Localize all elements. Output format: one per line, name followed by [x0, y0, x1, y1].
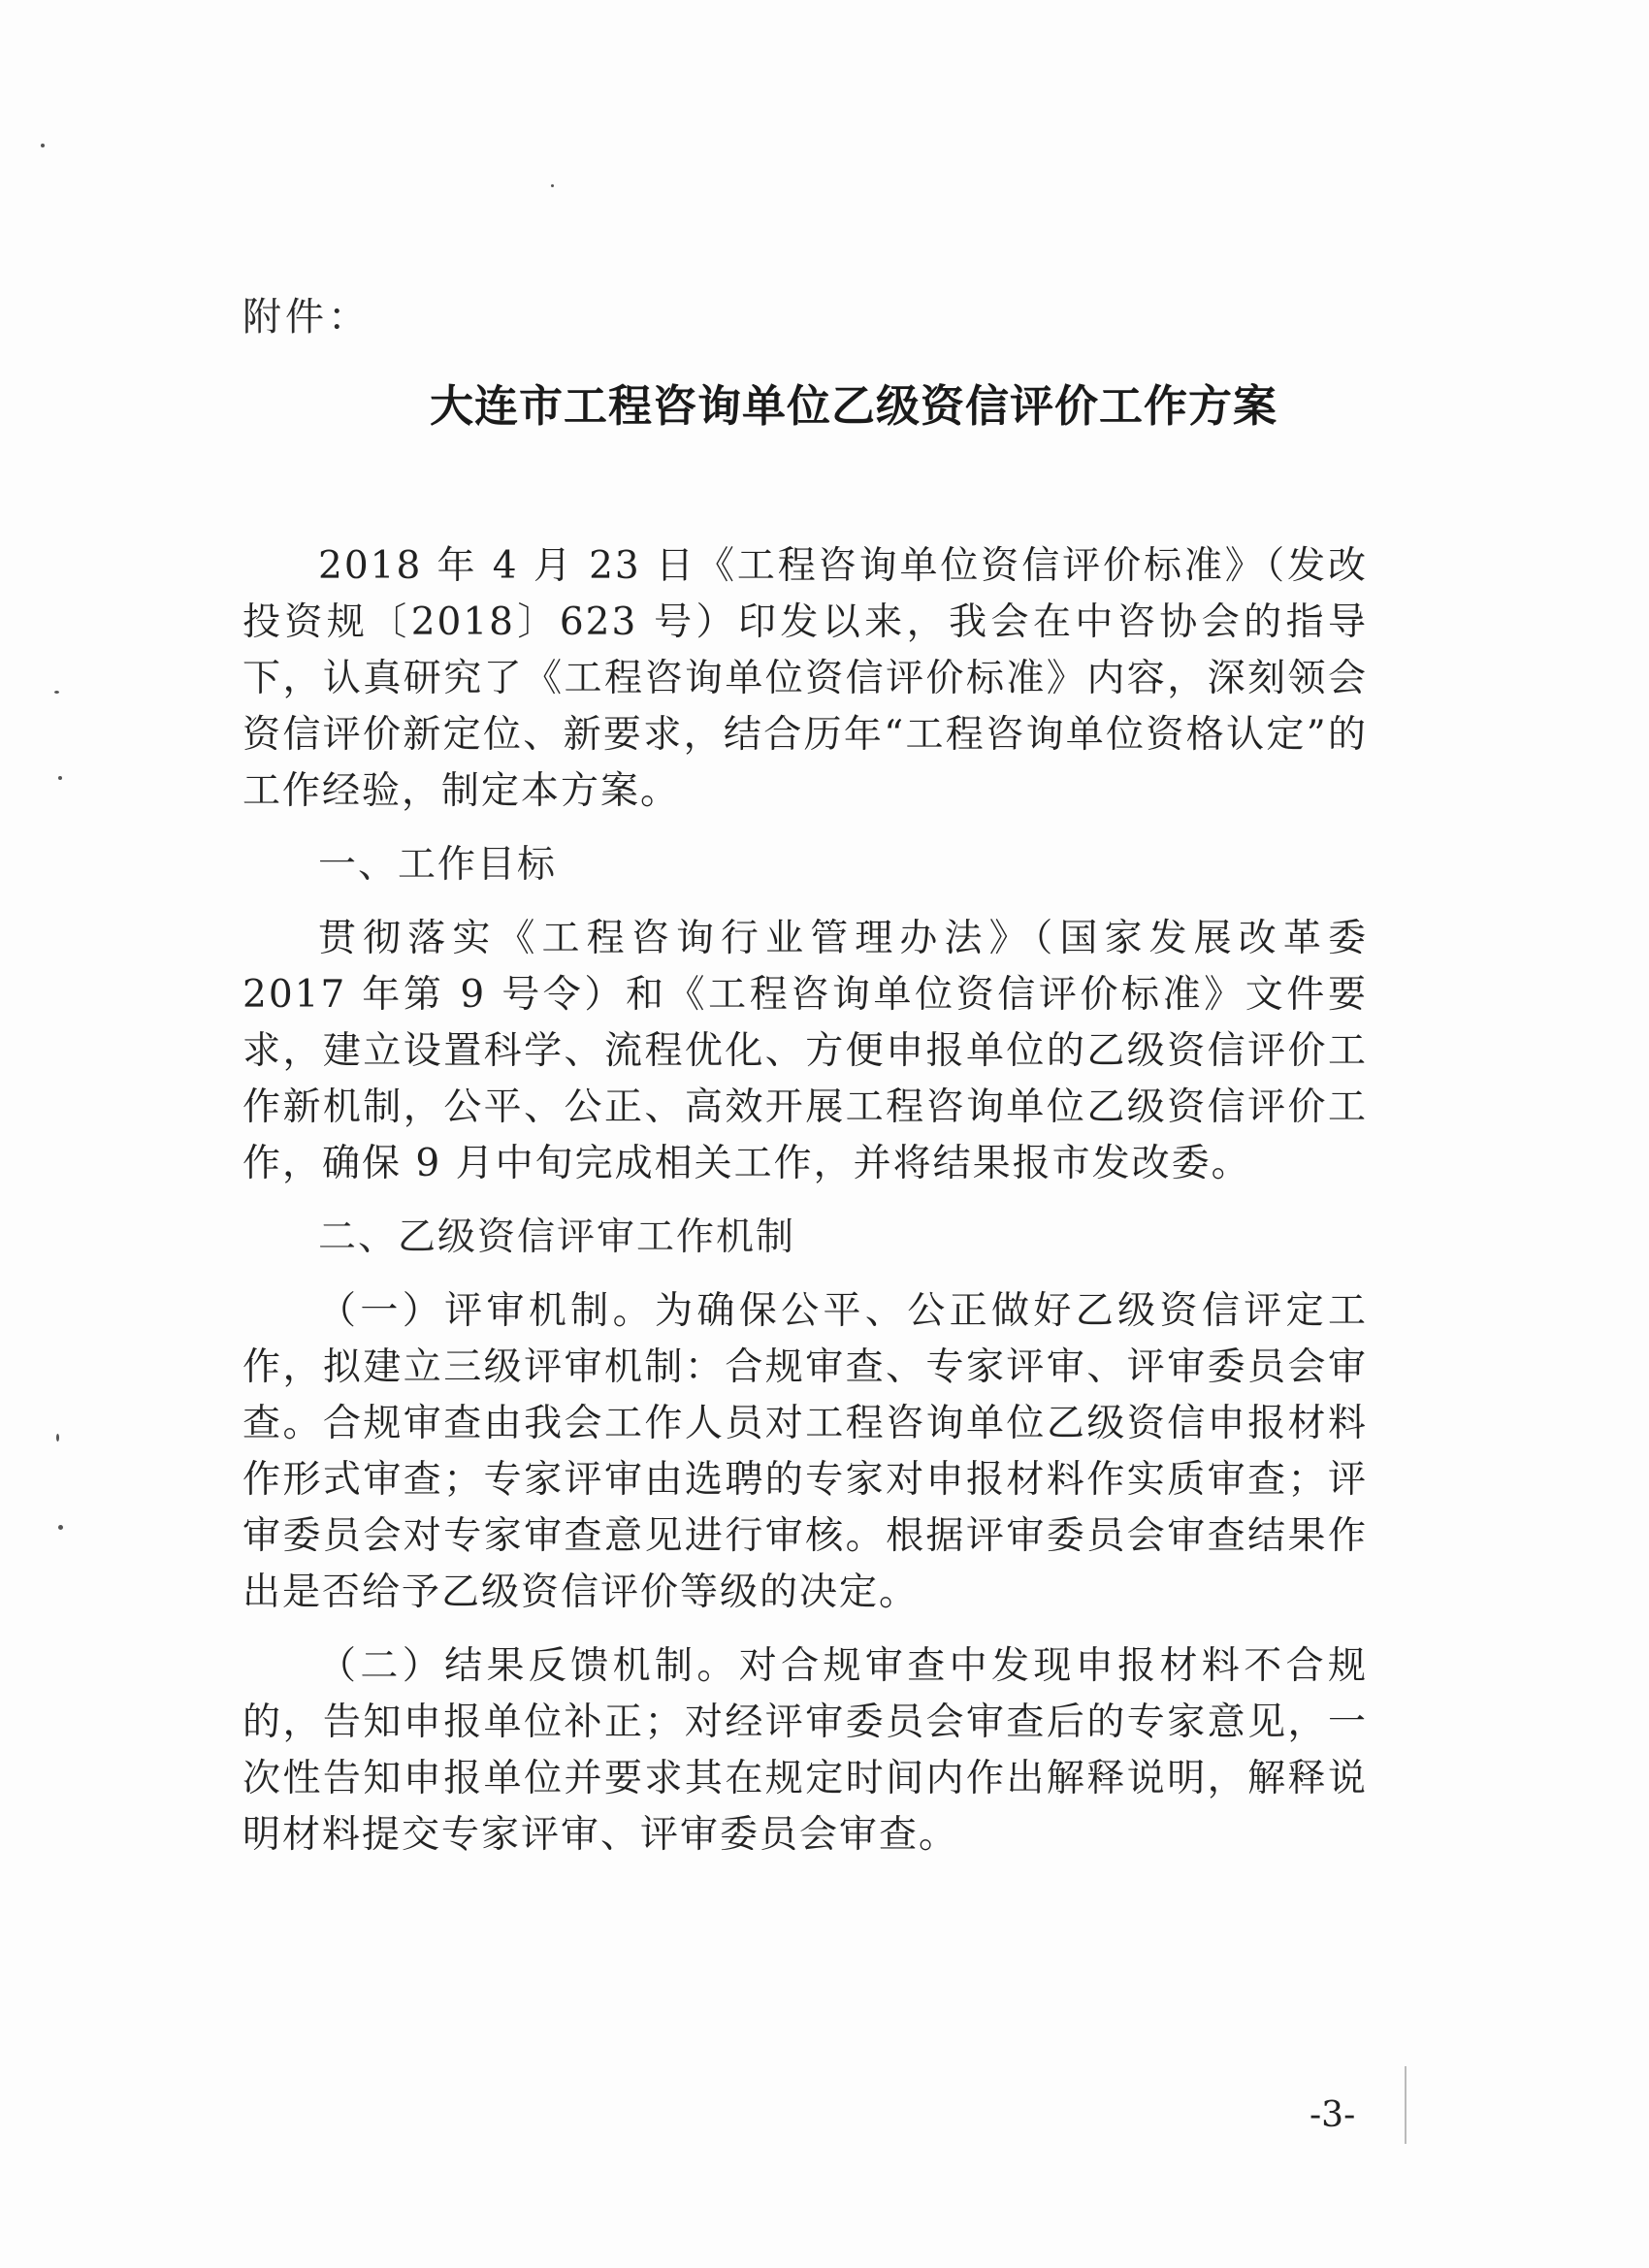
attachment-label: 附件：: [242, 295, 371, 340]
scan-speck: [56, 1434, 59, 1442]
goal-paragraph: 贯彻落实《工程咨询行业管理办法》（国家发展改革委 2017 年第 9 号令）和《工程咨询单位资信评价标准》文件要求，建立设置科学、流程优化、方便申报单位的乙级资信评价工作新机制，公平、公正、高效开展工程咨询单位乙级资信评价工作，确保 9 月中旬完成相关工作，并将结果报市发改委。: [242, 917, 1368, 1185]
scan-speck: [41, 144, 45, 147]
margin-rule: [1405, 2066, 1406, 2144]
page-number: -3-: [1310, 2095, 1356, 2135]
document-body: [242, 538, 1368, 1881]
section-heading-goal: 一、工作目标: [318, 843, 558, 887]
scan-speck: [54, 691, 59, 694]
document-title: 大连市工程咨询单位乙级资信评价工作方案: [429, 380, 1277, 432]
scan-speck: [58, 1525, 63, 1530]
intro-paragraph: 2018 年 4 月 23 日《工程咨询单位资信评价标准》（发改投资规〔2018〕623 号）印发以来，我会在中咨协会的指导下，认真研究了《工程咨询单位资信评价标准》内容，深刻领会资信评价新定位、新要求，结合历年“工程咨询单位资格认定”的工作经验，制定本方案。: [242, 544, 1368, 813]
scan-speck: [551, 184, 554, 187]
review-mechanism-paragraph: （一）评审机制。为确保公平、公正做好乙级资信评定工作，拟建立三级评审机制：合规审查、专家评审、评审委员会审查。合规审查由我会工作人员对工程咨询单位乙级资信申报材料作形式审查；专家评审由选聘的专家对申报材料作实质审查；评审委员会对专家审查意见进行审核。根据评审委员会审查结果作出是否给予乙级资信评价等级的决定。: [242, 1289, 1368, 1614]
section-heading-mechanism: 二、乙级资信评审工作机制: [318, 1215, 796, 1259]
scan-speck: [58, 776, 62, 780]
feedback-mechanism-paragraph: （二）结果反馈机制。对合规审查中发现申报材料不合规的，告知申报单位补正；对经评审委员会审查后的专家意见，一次性告知申报单位并要求其在规定时间内作出解释说明，解释说明材料提交专家评审、评审委员会审查。: [242, 1644, 1368, 1857]
